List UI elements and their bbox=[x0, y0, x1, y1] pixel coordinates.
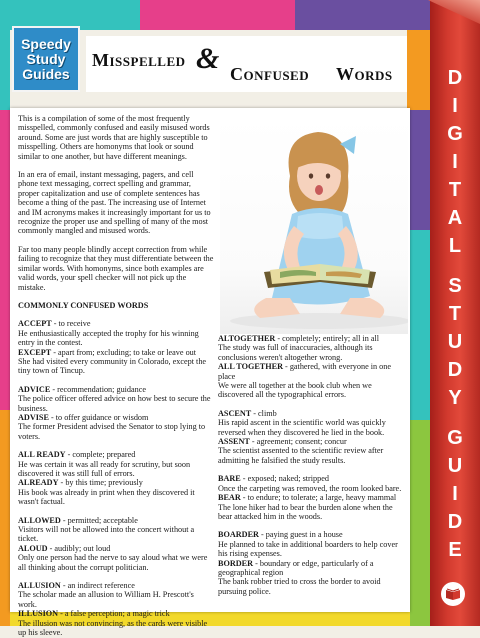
entry-example: The former President advised the Senator to stop lying to voters. bbox=[18, 422, 206, 441]
entry-definition: - a false perception; a magic trick bbox=[58, 609, 170, 619]
book-spine bbox=[430, 0, 480, 626]
spine-letter: D bbox=[447, 511, 463, 533]
entry-example: The lone hiker had to bear the burden alone when the bear attacked him in the woods. bbox=[218, 502, 393, 521]
entry-term: ALOUD bbox=[18, 543, 48, 553]
bg-tile-purple-right bbox=[410, 110, 430, 230]
entry-example: The scholar made an allusion to William H. Prescott's work. bbox=[18, 590, 194, 609]
entry-term-line bbox=[218, 530, 408, 539]
spine-letter: U bbox=[447, 455, 463, 477]
spine-letter: T bbox=[448, 303, 462, 325]
entry-term-line bbox=[18, 581, 214, 590]
entry-term-line bbox=[18, 516, 214, 525]
entry-definition: - permitted; acceptable bbox=[60, 515, 138, 525]
entry-definition: - completely; entirely; all in all bbox=[275, 334, 380, 343]
spine-letter: I bbox=[452, 483, 458, 505]
entry-term-line bbox=[218, 493, 408, 502]
girl-reading-photo bbox=[220, 116, 408, 334]
bg-tile-green-right bbox=[410, 420, 430, 626]
entry-term-line bbox=[218, 559, 408, 578]
entry-definition: - by this time; previously bbox=[58, 478, 143, 488]
entry-definition: - to offer guidance or wisdom bbox=[48, 412, 149, 422]
entry-definition: - to endure; to tolerate; a large, heavy mammal bbox=[240, 493, 397, 503]
entry-term-line bbox=[18, 413, 214, 422]
entry-example: Visitors will not be allowed into the concert without a ticket. bbox=[18, 525, 195, 544]
spine-letter: D bbox=[447, 67, 463, 89]
logo-line-3: Guides bbox=[22, 65, 70, 82]
entry-term: ILLUSION bbox=[18, 609, 59, 619]
entry-example: The police officer offered advice on how best to secure the business. bbox=[18, 394, 211, 413]
entry-term: BOARDER bbox=[218, 530, 259, 540]
entry-term: ACCEPT bbox=[18, 319, 52, 329]
entry-example: Only one person had the nerve to say aloud what we were all thinking about the corrupt politician. bbox=[18, 553, 208, 572]
spine-letter: U bbox=[447, 331, 463, 353]
entry-example: He enthusiastically accepted the trophy for his winning entry in the contest. bbox=[18, 328, 199, 348]
entry-term: BORDER bbox=[218, 558, 254, 568]
entry-example: His rapid ascent in the scientific world was quickly reversed when they discovered he lied in the book. bbox=[218, 418, 386, 437]
title-banner bbox=[86, 36, 407, 92]
bg-tile-pink bbox=[140, 0, 295, 30]
logo-line-1: Speedy bbox=[21, 35, 71, 52]
entry-term-line bbox=[18, 609, 214, 618]
intro-paragraph-3: Far too many people blindly accept correction from while failing to recognize that they must differentiate between the similar words. With homonyms, since both examples are valid words, your spell checker will not pick up the mistake. bbox=[18, 244, 214, 292]
entry-term: BEAR bbox=[218, 493, 241, 503]
entry-definition: - an indirect reference bbox=[60, 581, 135, 591]
entry-term: BARE bbox=[218, 474, 241, 484]
bg-tile-purple bbox=[295, 0, 430, 30]
entry-term-line bbox=[18, 319, 214, 328]
logo-line-2: Study bbox=[26, 50, 66, 67]
entry-term-line bbox=[18, 544, 214, 553]
girl-reading-illustration bbox=[220, 116, 408, 334]
entry-example: He planned to take in additional boarders to help cover his rising expenses. bbox=[218, 539, 398, 559]
intro-paragraph-2: In an era of email, instant messaging, pagers, and cell phone text messaging, correct spelling and grammar, proper capitalization and use of complete sentences has become a thing of the past. The increasing use of Internet and IM acronyms makes it increasingly important for us to recognize the proper use and spelling of many of the most commonly mangled and misused words. bbox=[18, 170, 211, 236]
spine-letter: T bbox=[448, 179, 462, 201]
entry-term-line bbox=[18, 385, 214, 394]
spine-letter: S bbox=[448, 275, 462, 297]
spine-title bbox=[430, 64, 480, 564]
bg-tile-pink-left bbox=[0, 110, 10, 410]
entry-term: ADVISE bbox=[18, 412, 49, 422]
title-ampersand: & bbox=[196, 42, 220, 75]
section-heading: COMMONLY CONFUSED WORDS bbox=[18, 300, 149, 310]
entry-term: EXCEPT bbox=[18, 347, 52, 357]
entry-term: ASCENT bbox=[218, 408, 252, 418]
entry-definition: - boundary or edge, particularly of a geographical region bbox=[218, 558, 374, 577]
entry-term: ALLOWED bbox=[18, 515, 61, 525]
entry-example: The bank robber tried to cross the border to avoid pursuing police. bbox=[218, 577, 381, 596]
title-word-words: Words bbox=[336, 64, 393, 84]
entry-term-line bbox=[218, 334, 408, 343]
entry-term: ALTOGETHER bbox=[218, 334, 276, 343]
entry-example: Once the carpeting was removed, the room looked bare. bbox=[218, 483, 402, 493]
spine-letter: D bbox=[447, 359, 463, 381]
content-page bbox=[10, 108, 410, 638]
entry-definition: - apart from; excluding; to take or leave out bbox=[51, 347, 197, 357]
spine-letter: I bbox=[452, 95, 458, 117]
entry-definition: - complete; prepared bbox=[65, 450, 136, 460]
entry-definition: - exposed; naked; stripped bbox=[240, 474, 329, 484]
entry-term: ALLUSION bbox=[18, 581, 61, 591]
entry-definition: - recommendation; guidance bbox=[50, 384, 147, 394]
entry-term: ALL READY bbox=[18, 450, 66, 460]
spine-letter: L bbox=[448, 235, 462, 257]
spine-letter: Y bbox=[448, 387, 462, 409]
bg-tile-teal-left bbox=[0, 30, 10, 110]
entry-term-line bbox=[18, 348, 214, 357]
spine-letter: G bbox=[447, 427, 463, 449]
title-word-misspelled: Misspelled bbox=[92, 50, 186, 70]
spine-letter: A bbox=[447, 207, 463, 229]
entry-term-line bbox=[18, 478, 214, 487]
entry-definition: - gathered, with everyone in one place bbox=[218, 362, 391, 381]
bg-tile-teal-right bbox=[410, 230, 430, 420]
entry-term-line bbox=[218, 409, 408, 418]
entry-term-line bbox=[218, 362, 408, 381]
entry-definition: - agreement; consent; concur bbox=[249, 437, 347, 447]
entry-example: She had visited every community in Colorado, except the tiny town of Tincup. bbox=[18, 356, 207, 376]
entry-term-line bbox=[218, 437, 408, 446]
bg-tile-orange-left bbox=[0, 410, 10, 626]
right-column bbox=[218, 334, 408, 596]
intro-paragraph-1: This is a compilation of some of the most frequently misspelled, commonly confused and easily misused words around. Some are just words that are highly susceptible to misspelling. Others are homonyms that look or sound similar to one another, but have different meanings. bbox=[18, 114, 210, 161]
entry-definition: - paying guest in a house bbox=[258, 530, 343, 540]
spine-letter: G bbox=[447, 123, 463, 145]
left-column bbox=[18, 114, 214, 638]
bg-tile-orange-top bbox=[407, 30, 430, 110]
entry-term-line bbox=[18, 450, 214, 459]
title-word-confused: Confused bbox=[230, 64, 310, 84]
entry-definition: - to receive bbox=[51, 319, 91, 329]
entry-term: ASSENT bbox=[218, 437, 250, 447]
entry-definition: - climb bbox=[251, 408, 277, 418]
speedy-study-guides-logo bbox=[12, 26, 80, 92]
spine-letter: E bbox=[448, 539, 462, 561]
entry-definition: - audibly; out loud bbox=[47, 543, 111, 553]
entry-example: His book was already in print when they discovered it wasn't factual. bbox=[18, 487, 195, 507]
entry-example: We were all together at the book club when we discovered all the typographical errors. bbox=[218, 381, 372, 400]
entry-term: ADVICE bbox=[18, 384, 51, 394]
entry-term: ALREADY bbox=[18, 478, 59, 488]
entry-example: The illusion was not convincing, as the cards were visible up his sleeve. bbox=[18, 618, 208, 638]
entry-example: The scientist assented to the scientific review after admitting he falsified the study results. bbox=[218, 446, 384, 465]
book-icon bbox=[440, 581, 466, 607]
spine-letter: I bbox=[452, 151, 458, 173]
entry-example: He was certain it was all ready for scrutiny, but soon discovered it was still full of errors. bbox=[18, 459, 191, 478]
entry-term: ALL TOGETHER bbox=[218, 362, 283, 372]
entry-term-line bbox=[218, 474, 408, 483]
entry-example: The study was full of inaccuracies, although its conclusions weren't altogether wrong. bbox=[218, 343, 373, 362]
